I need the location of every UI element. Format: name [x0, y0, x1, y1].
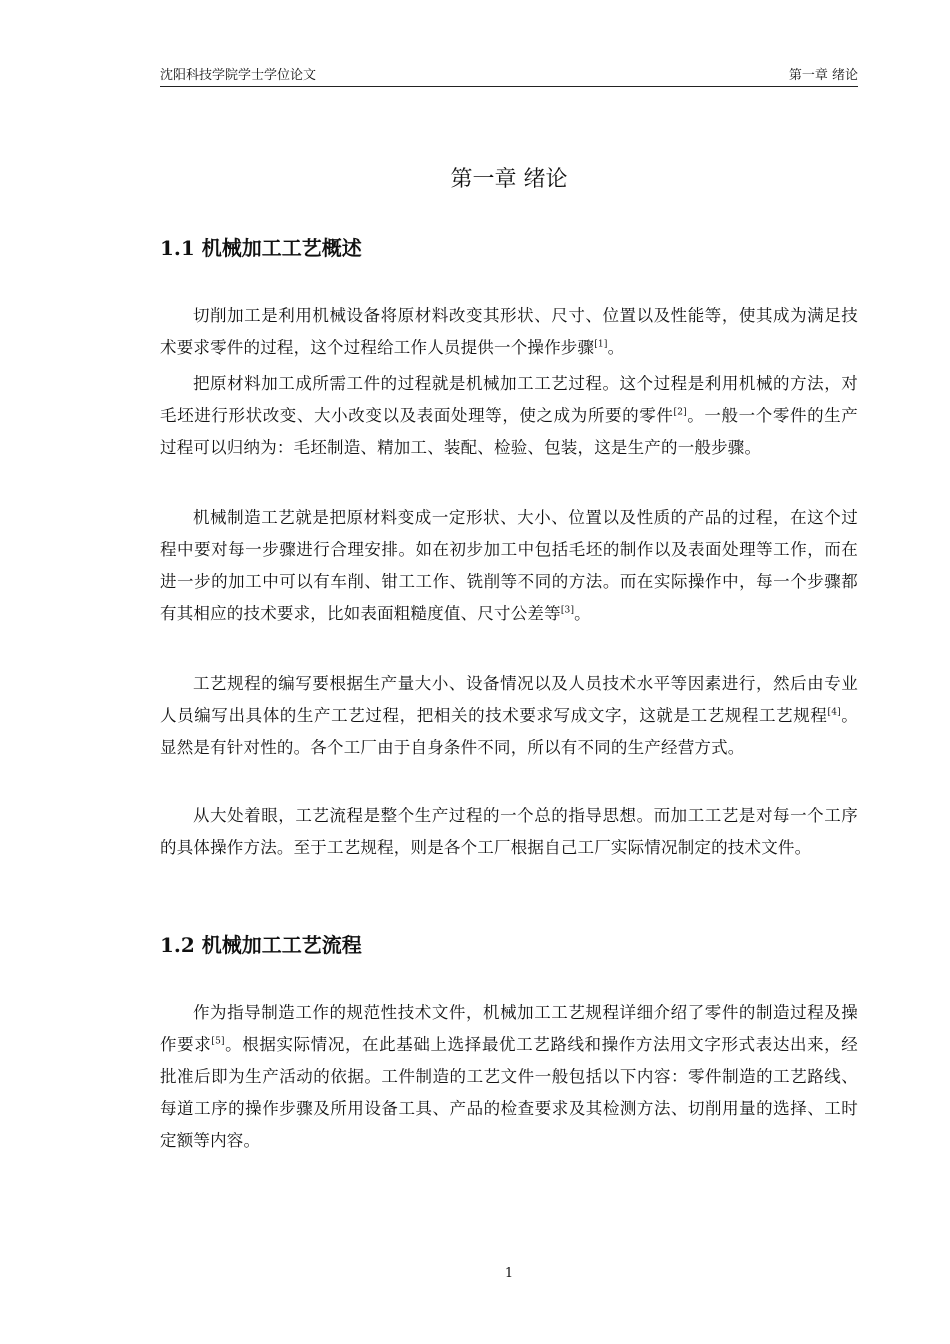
page-number: 1 — [504, 1266, 514, 1281]
running-header — [160, 66, 858, 87]
chapter-title: 第一章 绪论 — [450, 167, 568, 192]
paragraph: 把原材料加工成所需工件的过程就是机械加工工艺过程。这个过程是利用机械的方法，对毛坯进行形状改变、大小改变以及表面处理等，使之成为所要的零件[2]。一般一个零件的生产过程可以归纳为：毛坯制造、精加工、装配、检验、包装，这是生产的一般步骤。 — [160, 374, 859, 457]
citation: [1] — [594, 339, 608, 350]
paragraph: 从大处着眼，工艺流程是整个生产过程的一个总的指导思想。而加工工艺是对每一个工序的具体操作方法。至于工艺规程，则是各个工厂根据自己工厂实际情况制定的技术文件。 — [160, 806, 858, 857]
header-university-title: 沈阳科技学院学士学位论文 — [160, 68, 317, 83]
paragraph: 工艺规程的编写要根据生产量大小、设备情况以及人员技术水平等因素进行，然后由专业人员编写出具体的生产工艺过程，把相关的技术要求写成文字，这就是工艺规程工艺规程[4]。显然是有针对性的。各个工厂由于自身条件不同，所以有不同的生产经营方式。 — [160, 674, 858, 757]
citation: [2] — [673, 407, 687, 418]
section-heading-1-2: 1.2 机械加工工艺流程 — [160, 933, 362, 957]
citation: [5] — [211, 1036, 225, 1047]
citation: [4] — [827, 707, 841, 718]
section-heading-1-1: 1.1 机械加工工艺概述 — [160, 236, 362, 260]
paragraph: 切削加工是利用机械设备将原材料改变其形状、尺寸、位置以及性能等，使其成为满足技术要求零件的过程，这个过程给工作人员提供一个操作步骤[1]。 — [160, 306, 858, 357]
citation: [3] — [560, 605, 575, 616]
header-chapter-title: 第一章 绪论 — [788, 68, 858, 83]
paragraph: 作为指导制造工作的规范性技术文件，机械加工工艺规程详细介绍了零件的制造过程及操作要求[5]。根据实际情况，在此基础上选择最优工艺路线和操作方法用文字形式表达出来，经批准后即为生产活动的依据。工件制造的工艺文件一般包括以下内容：零件制造的工艺路线、每道工序的操作步骤及所用设备工具、产品的检查要求及其检测方法、切削用量的选择、工时定额等内容。 — [160, 1003, 858, 1150]
paragraph: 机械制造工艺就是把原材料变成一定形状、大小、位置以及性质的产品的过程，在这个过程中要对每一步骤进行合理安排。如在初步加工中包括毛坯的制作以及表面处理等工作，而在进一步的加工中可以有车削、钳工工作、铣削等不同的方法。而在实际操作中，每一个步骤都有其相应的技术要求，比如表面粗糙度值、尺寸公差等[3]。 — [160, 508, 858, 623]
